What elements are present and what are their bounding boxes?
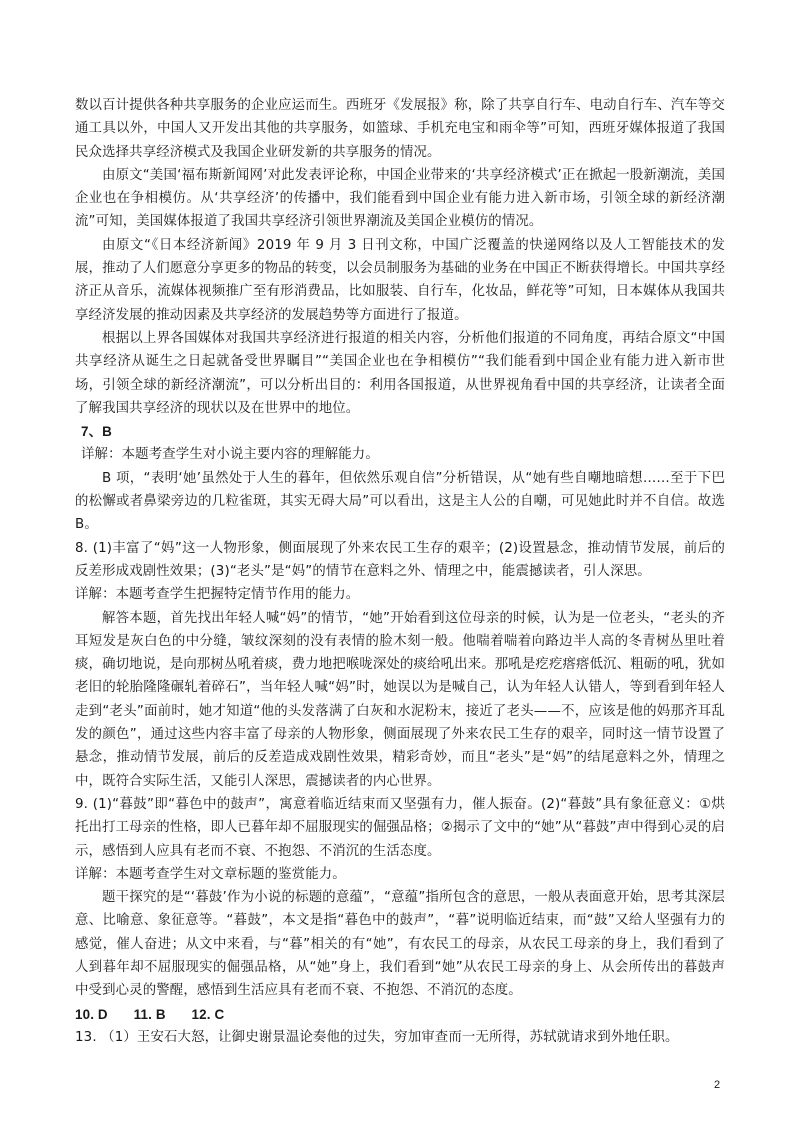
question-7-explanation: B 项，“表明‘她’虽然处于人生的暮年，但依然乐观自信”分析错误，从“她有些自嘲地暗想……至于下巴的松懈或者鼻梁旁边的几粒雀斑，其实无碍大局”可以看出，这是主人公的自嘲，可见她此时并不自信。故选 B。 [75, 470, 725, 533]
question-9-detail: 详解：本题考查学生对文章标题的鉴赏能力。 [75, 866, 346, 882]
answers-10-12 [75, 1003, 725, 1026]
question-11-answer: 11. B [133, 1006, 166, 1022]
paragraph: 由原文“《日本经济新闻》2019 年 9 月 3 日刊文称，中国广泛覆盖的快递网络以及人工智能技术的发展，推动了人们愿意分享更多的物品的转变，以会员制服务为基础的业务在中国正不断获得增长。中国共享经济正从音乐，流媒体视频推广至有形消费品，比如服装、自行车，化妆品，鲜花等”可知，日本媒体从我国共享经济发展的推动因素及共享经济的发展趋势等方面进行了报道。 [75, 237, 725, 323]
question-8-explanation: 解答本题，首先找出年轻人喊“妈”的情节，“她”开始看到这位母亲的时候，认为是一位老头，“老头的齐耳短发是灰白色的中分缝，皱纹深刻的没有表情的脸木刻一般。他喘着喘着向路边半人高的冬青树丛里吐着痰，确切地说，是向那树丛吼着痰，费力地把喉咙深处的痰给吼出来。那吼是疙疙瘩瘩低沉、粗砺的吼，犹如老旧的轮胎隆隆碾轧着碎石”，当年轻人喊“妈”时，她误以为是喊自己，认为年轻人认错人，等到看到年轻人走到“老头”面前时，她才知道“他的头发落满了白灰和水泥粉末，接近了老头——不，应该是他的妈那齐耳乱发的颜色”，通过这些内容丰富了母亲的人物形象，侧面展现了外来农民工生存的艰辛，同时这一情节设置了悬念，推动情节发展，前后的反差造成戏剧性效果，精彩奇妙，而且“老头”是“妈”的结尾意料之外，情理之中，既符合实际生活，又能引人深思，震撼读者的内心世界。 [75, 610, 725, 789]
paragraph: 根据以上界各国媒体对我国共享经济进行报道的相关内容，分析他们报道的不同角度，再结合原文“中国共享经济从诞生之日起就备受世界瞩目”“美国企业也在争相模仿”“我们能看到中国企业有能力进入新市世场，引领全球的新经济潮流”，可以分析出目的：利用各国报道，从世界视角看中国的共享经济，让读者全面了解我国共享经济的现状以及在世界中的地位。 [75, 330, 725, 416]
question-7-detail: 详解：本题考查学生对小说主要内容的理解能力。 [81, 447, 379, 463]
document-body [75, 94, 725, 1049]
paragraph: 由原文“美国‘福布斯新闻网’对此发表评论称，中国企业带来的‘共享经济模式’正在掀起一股新潮流，美国企业也在争相模仿。从‘共享经济’的传播中，我们能看到中国企业有能力进入新市场，引领全球的新经济潮流”可知，美国媒体报道了我国共享经济引领世界潮流及美国企业模仿的情况。 [75, 167, 725, 230]
question-8-answer: 8. (1)丰富了“妈”这一人物形象，侧面展现了外来农民工生存的艰辛；(2)设置悬念，推动情节发展，前后的反差形成戏剧性效果；(3)“老头”是“妈”的情节在意料之外、情理之中，能震撼读者，引人深思。 [75, 540, 725, 579]
page-number: 2 [714, 1079, 721, 1091]
question-13-answer: 13. （1）王安石大怒，让御史谢景温论奏他的过失，穷加审查而一无所得，苏轼就请求到外地任职。 [75, 1029, 679, 1045]
question-12-answer: 12. C [191, 1006, 225, 1022]
question-8-detail: 详解：本题考查学生把握特定情节作用的能力。 [75, 587, 360, 603]
paragraph: 数以百计提供各种共享服务的企业应运而生。西班牙《发展报》称，除了共享自行车、电动自行车、汽车等交通工具以外，中国人又开发出其他的共享服务，如篮球、手机充电宝和雨伞等”可知，西班牙媒体报道了我国民众选择共享经济模式及我国企业研发新的共享服务的情况。 [75, 98, 725, 160]
question-10-answer: 10. D [75, 1006, 108, 1022]
question-9-answer: 9. (1)“暮鼓”即“暮色中的鼓声”，寓意着临近结束而又坚强有力，催人振奋。(2)“暮鼓”具有象征意义：①烘托出打工母亲的性格，即人已暮年却不屈服现实的倔强品格；②揭示了文中的“她”从“暮鼓”声中得到心灵的启示，感悟到人应具有老而不衰、不抱怨、不消沉的生活态度。 [75, 796, 725, 859]
question-9-explanation: 题干探究的是“‘暮鼓’作为小说的标题的意蕴”，“意蕴”指所包含的意思，一般从表面意开始，思考其深层意、比喻意、象征意等。“暮鼓”，本文是指“暮色中的鼓声”，“暮”说明临近结束，而“鼓”又给人坚强有力的感觉，催人奋进；从文中来看，与“暮”相关的有“她”，有农民工的母亲，从农民工母亲的身上，我们看到了人到暮年却不屈服现实的倔强品格，从“她”身上，我们看到“她”从农民工母亲的身上、从会所传出的暮鼓声中受到心灵的警醒，感悟到生活应具有老而不衰、不抱怨、不消沉的态度。 [75, 890, 725, 999]
question-7-answer: 7、B [81, 424, 112, 440]
